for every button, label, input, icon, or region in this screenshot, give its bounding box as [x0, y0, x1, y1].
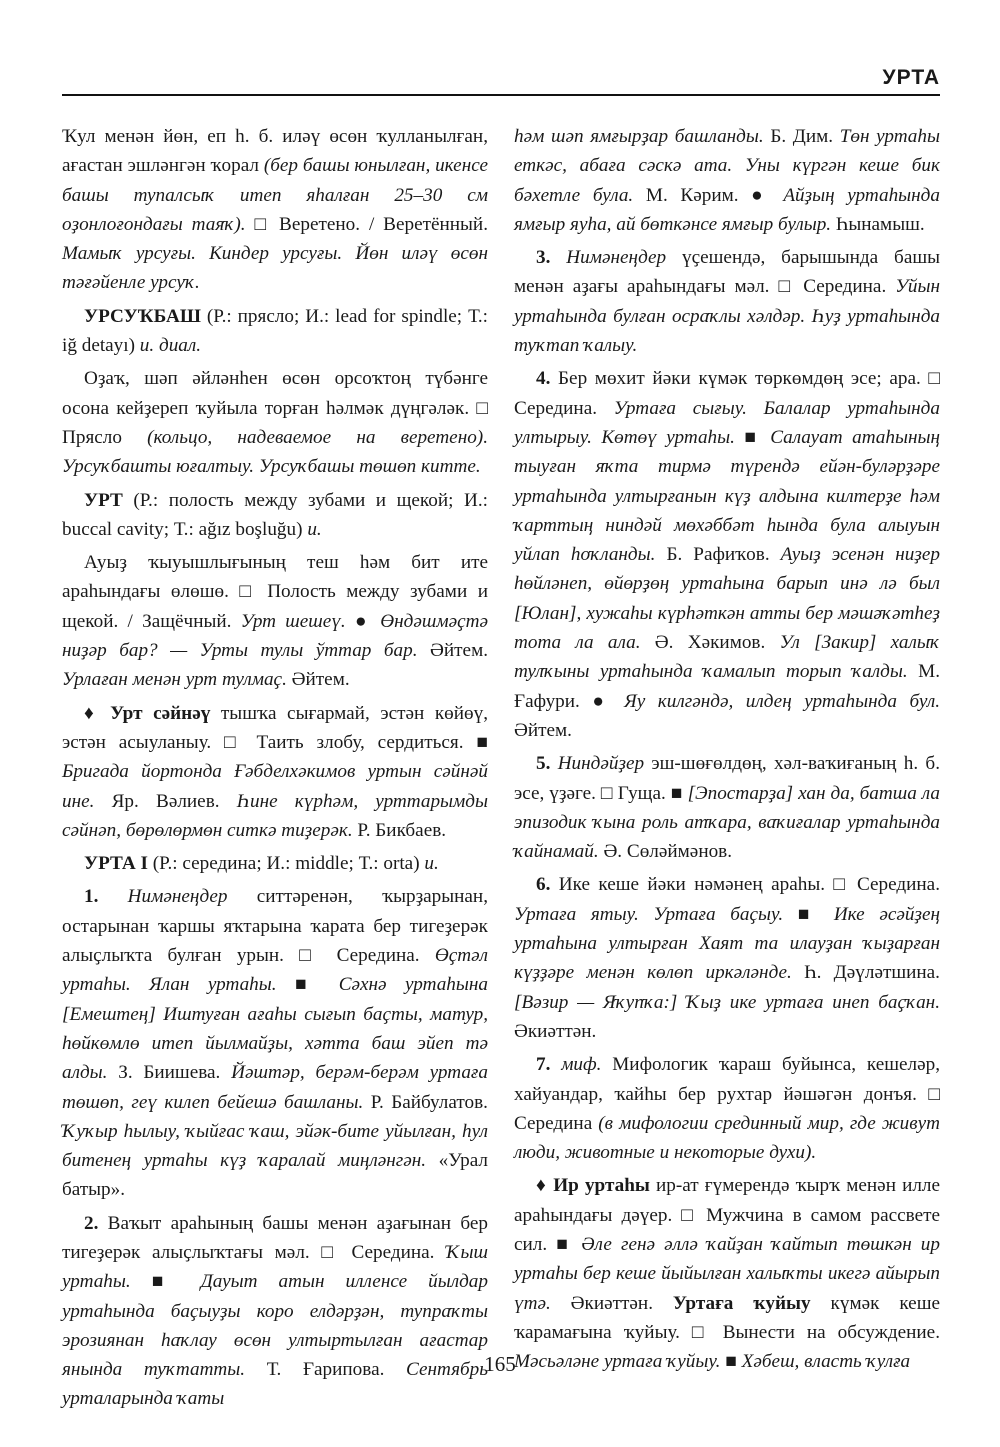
page-number: 165: [484, 1352, 516, 1376]
two-column-body: [62, 122, 940, 1418]
left-column-paragraph: Оҙаҡ, шәп әйләнһен өсөн орсоҡтоң түбәнге осона кейҙереп ҡуйыла торған һәлмәк дүңгәләк. □ Прясло (кольцо, надеваемое на веретено). Урсуҡбашты юғалтыу. Урсуҡбашы төшөп китте.: [62, 368, 488, 478]
left-column-paragraph: Ҡул менән йөн, еп һ. б. иләү өсөн ҡулланылған, ағастан эшләнгән ҡорал (бер башы юнылған, икенсе башы тупалсыҡ итеп яһалған 25–30 см оҙонлоғондағы таяҡ). □ Веретено. / Веретённый. Мамыҡ урсуғы. Киндер урсуғы. Йөн иләү өсөн тәғәйенле урсуҡ.: [62, 126, 488, 294]
left-column: [62, 122, 488, 1418]
right-column-paragraph: 5. Ниндәйҙер эш-шөғөлдөң, хәл-ваҡиғаның һ. б. эсе, үҙәге. □ Гуща. ■ [Эпостарҙа] хан да, батша ла эпизодик ҡына роль атҡара, ваҡиғалар уртаһында ҡайнамай. Ә. Сөләймәнов.: [514, 753, 941, 863]
right-column-paragraph: 4. Бер мөхит йәки күмәк төркөмдөң эсе; ара. □ Середина. Уртаға сығыу. Балалар уртаһында ултырыу. Көтөү уртаһы. ■ Салауат атаһының тыуған яҡта тирмә түрендә ейән-буләрҙәре уртаһында ултырғанын күҙ алдына килтерҙе һәм ҡарттың ниндәй мөхәббәт һында була алыуын уйлап һоҡланды. Б. Рафиҡов. Ауыҙ эсенән ниҙер һөйләнеп, өйөрҙөң уртаһына барып инә лә был [Юлан], хужаһы күрһәткән атты бер мәшәҡәтһеҙ тота ла ала. Ә. Хәкимов. Ул [Закир] халыҡ тулҡыны уртаһында ҡамалып торып ҡалды. М. Ғафури. ● Яу килгәндә, илдең уртаһында бул. Әйтем.: [514, 368, 941, 741]
left-column-paragraph: УРСУҠБАШ (Р.: прясло; И.: lead for spindle; Т.: iğ detayı) и. диал.: [62, 305, 488, 357]
right-column-paragraph: һәм шәп ямғырҙар башланды. Б. Дим. Төн уртаһы еткәс, абаға сәскә ата. Уны күргән кеше бик бәхетле була. М. Кәрим. ● Айҙың уртаһында ямғыр яуһа, ай бөткәнсе ямғыр булыр. Һынамыш.: [514, 126, 940, 235]
left-column-paragraph: УРТА I (Р.: середина; И.: middle; Т.: orta) и.: [84, 853, 439, 875]
running-header: [62, 62, 940, 96]
left-column-paragraph: Ауыҙ ҡыуышлығының теш һәм бит ите араһындағы өлөшө. □ Полость между зубами и щекой. / Защёчный. Урт шешеү. ● Өндәшмәҫтә ниҙәр бар? — Урты тулы ўттар бар. Әйтем. Урлаған менән урт тулмаҫ. Әйтем.: [62, 552, 489, 691]
left-column-paragraph: 2. Ваҡыт араһының башы менән аҙағынан бер тигеҙерәк алыҫлыҡтағы мәл. □ Середина. Ҡыш уртаһы. ■ Дауыт атын илленсе йылдар уртаһында баҫыуҙы коро елдәрҙән, тупраҡты эрозиянан һаҡлау өсөн ултыртылған ағастар янында туҡтатты. Т. Ғарипова. Сентябрь урталарында ҡаты: [62, 1212, 488, 1410]
left-column-paragraph: 1. Нимәнеңдер ситтәренән, ҡырҙарынан, остарынан ҡаршы яҡтарына ҡарата бер тигеҙерәк алыҫлыҡта булған урын. □ Середина. Өҫтәл уртаһы. Ялан уртаһы. ■ Сәхнә уртаһына [Емештең] Иштуған ағаһы сығып баҫты, матур, һөйкөмлө итеп йылмайҙы, хәтта баш эйеп тә алды. З. Биишева. Йәштәр, берәм-берәм уртаға төшөп, геү килеп бейешә башланы. Р. Байбулатов. Ҡуҡыр һылыу, ҡыйғас ҡаш, эйәк-бите уйылған, һул битенең уртаһы күҙ ҡаралай миңләнгән. «Урал батыр».: [62, 886, 489, 1201]
running-head-word: УРТА: [882, 66, 940, 89]
right-column-paragraph: 3. Нимәнеңдер үҫешендә, барышында башы менән аҙағы араһындағы мәл. □ Середина. Уйын уртаһында булған осраҡлы хәлдәр. Һуҙ уртаһында туҡтап ҡалыу.: [514, 247, 941, 357]
left-column-paragraph: ♦ Урт сәйнәү тышҡа сығармай, эстән көйөү, эстән асыуланыу. □ Таить злобу, сердиться. ■ Бригада йортонда Ғәбделхәкимов уртын сәйнәй ине. Яр. Вәлиев. Һине күрһәм, урттарымды сәйнәп, бөрөлөрмөн ситкә тиҙерәк. Р. Бикбаев.: [62, 702, 488, 841]
right-column-paragraph: 6. Ике кеше йәки нәмәнең араһы. □ Середина. Уртаға ятыу. Уртаға баҫыу. ■ Ике әсәйҙең уртаһына ултырған Хаят та илауҙан ҡыҙарған күҙҙәре менән көлөп иркәләнде. Һ. Дәүләтшина. [Вәзир — Яҡупҡа:] Ҡыҙ ике уртаға инеп баҫҡан. Әкиәттән.: [514, 874, 940, 1042]
left-column-paragraph: УРТ (Р.: полость между зубами и щекой; И.: buccal cavity; Т.: ağız boşluğu) и.: [62, 489, 488, 540]
right-column-paragraph: ♦ Ир уртаһы ир-ат ғүмерендә ҡырҡ менән илле араһындағы дәүер. □ Мужчина в самом рассвете сил. ■ Әле генә әллә ҡайҙан ҡайтып төшкән ир уртаһы бер кеше йыйылған халыҡты икегә айырып үтә. Әкиәттән. Уртаға ҡуйыу күмәк кеше ҡарамағына ҡуйыу. □ Вынести на обсуждение. Мәсьәләне уртаға ҡуйыу. ■ Хәбеш, власть ҡулға: [514, 1175, 941, 1373]
right-column: [514, 122, 940, 1418]
right-column-paragraph: 7. миф. Мифологик ҡараш буйынса, кешеләр, хайуандар, ҡайһы бер рухтар йәшәгән донъя. □ Середина (в мифологии срединный мир, где живут люди, животные и некоторые духи).: [514, 1054, 940, 1164]
